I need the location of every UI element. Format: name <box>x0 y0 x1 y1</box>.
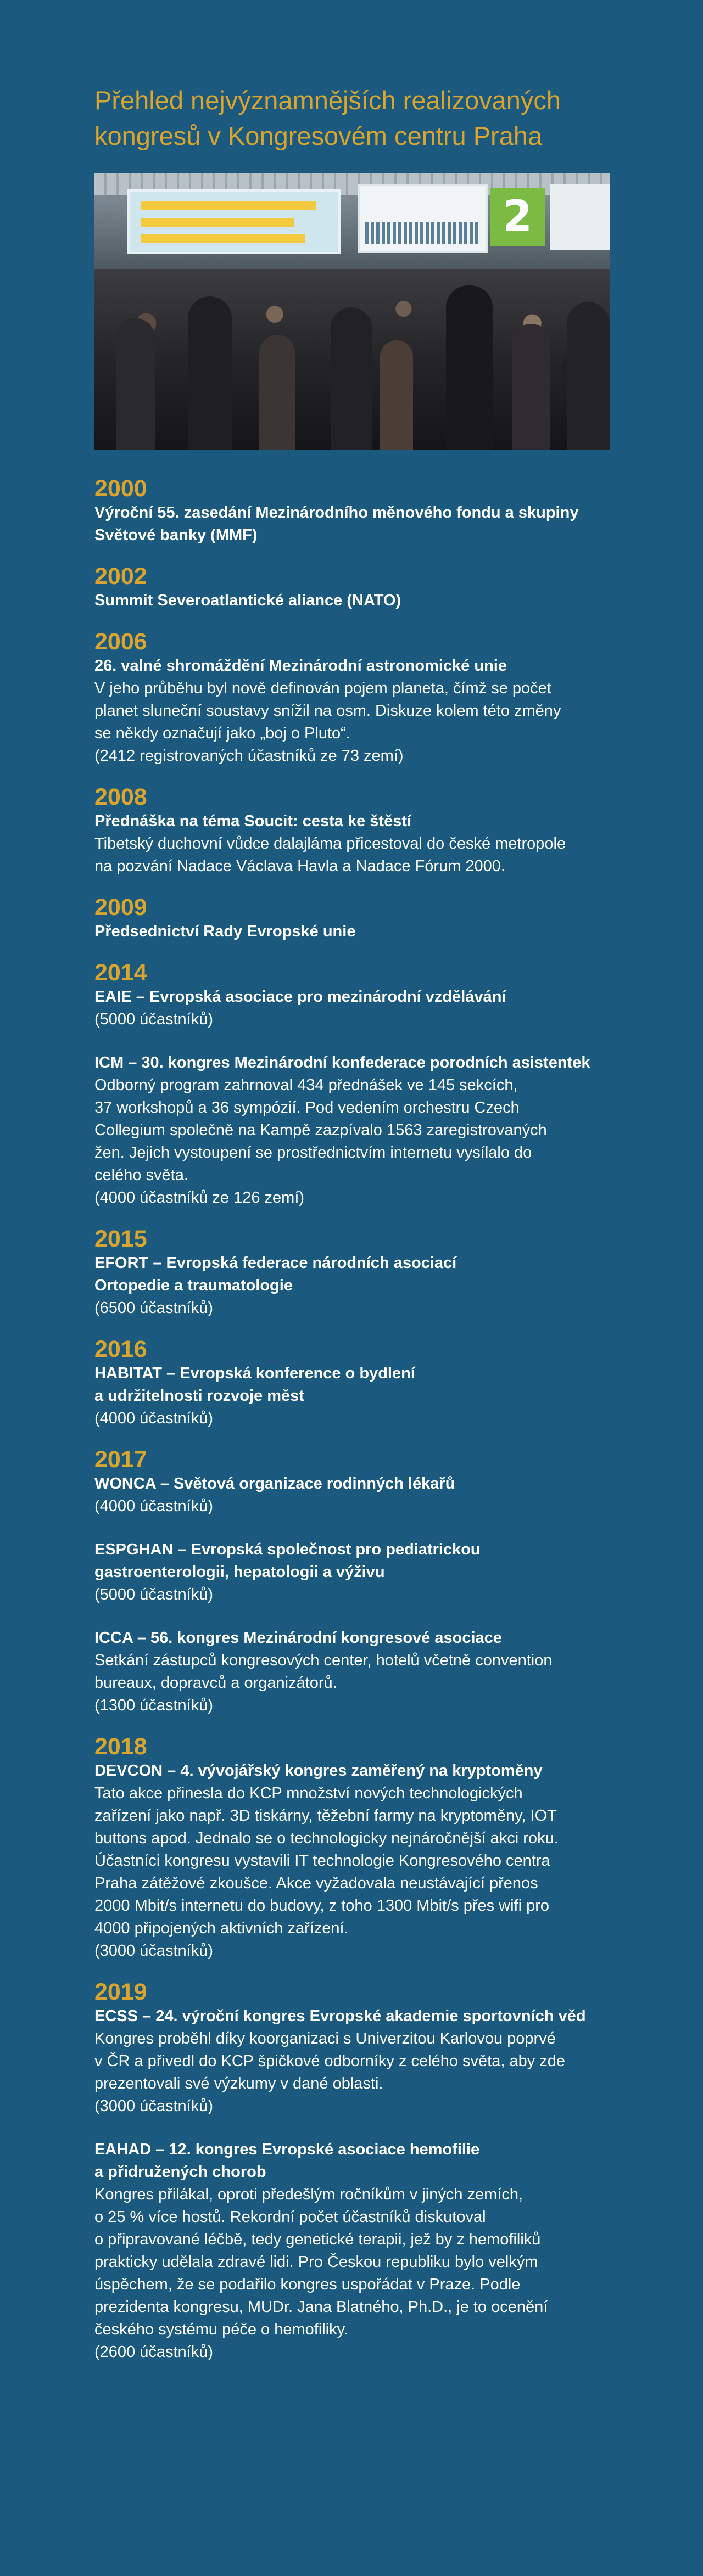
event-item <box>94 921 611 943</box>
event-title: EAIE – Evropská asociace pro mezinárodní vzdělávání <box>94 988 506 1006</box>
year-heading: 2009 <box>94 894 147 921</box>
event-title: Výroční 55. zasedání Mezinárodního měnového fondu a skupiny Světové banky (MMF) <box>94 504 579 544</box>
event-description: Kongres proběhl díky koorganizaci s Univerzitou Karlovou poprvé v ČR a přivedl do KCP špičkové odborníky z celého světa, aby zde prezentovali své výzkumy v dané oblasti. <box>94 2030 566 2092</box>
event-attendance: (4000 účastníků ze 126 zemí) <box>94 1189 305 1206</box>
event-attendance: (5000 účastníků) <box>94 1586 214 1603</box>
year-block <box>94 628 611 767</box>
hero-screen-middle <box>358 184 488 253</box>
spacer <box>94 612 611 628</box>
year-block <box>94 1979 611 2364</box>
hero-person <box>512 324 550 450</box>
hero-person <box>188 296 232 450</box>
spacer <box>94 1320 611 1336</box>
event-attendance: (2600 účastníků) <box>94 2343 214 2361</box>
event-title: EAHAD – 12. kongres Evropské asociace hemofilie a přidružených chorob <box>94 2141 480 2181</box>
event-attendance: (3000 účastníků) <box>94 1942 214 1960</box>
hero-screen-number: 2 <box>490 188 545 246</box>
event-title: ESPGHAN – Evropská společnost pro pediatrickou gastroenterologii, hepatologii a výživu <box>94 1541 481 1581</box>
year-block <box>94 894 611 943</box>
spacer <box>94 1209 611 1226</box>
content <box>94 82 611 2364</box>
hero-person <box>116 318 155 450</box>
event-title: ECSS – 24. výroční kongres Evropské akademie sportovních věd <box>94 2007 586 2025</box>
year-block <box>94 784 611 878</box>
year-heading: 2008 <box>94 784 147 810</box>
year-heading: 2002 <box>94 563 147 590</box>
event-title: 26. valné shromáždění Mezinárodní astronomické unie <box>94 657 507 675</box>
event-title: Přednáška na téma Soucit: cesta ke štěstí <box>94 812 412 830</box>
hero-screen-right <box>550 184 610 250</box>
event-title: Předsednictví Rady Evropské unie <box>94 923 356 940</box>
event-description: Setkání zástupců kongresových center, hotelů včetně convention bureaux, dopravců a organizátorů. <box>94 1652 553 1692</box>
event-item <box>94 1473 611 1518</box>
event-item <box>94 810 611 878</box>
event-title: Summit Severoatlantické aliance (NATO) <box>94 592 401 609</box>
event-item <box>94 1052 611 1209</box>
hero-screen-bar <box>141 234 305 243</box>
year-heading: 2018 <box>94 1733 147 1760</box>
spacer <box>94 1430 611 1446</box>
congress-timeline <box>94 475 611 2364</box>
year-block <box>94 1226 611 1320</box>
hero-person <box>380 340 413 450</box>
spacer <box>94 547 611 563</box>
event-title: ICCA – 56. kongres Mezinárodní kongresové asociace <box>94 1629 502 1647</box>
year-heading: 2015 <box>94 1226 147 1252</box>
spacer <box>94 1962 611 1979</box>
year-block <box>94 1446 611 1717</box>
event-item <box>94 1252 611 1320</box>
year-heading: 2014 <box>94 959 147 986</box>
spacer <box>94 767 611 784</box>
spacer <box>94 1518 611 1539</box>
hero-person <box>567 302 610 450</box>
spacer <box>94 1031 611 1052</box>
year-heading: 2000 <box>94 475 147 502</box>
page-title-line-1: Přehled nejvýznamnějších realizovaných <box>94 86 561 115</box>
event-title: EFORT – Evropská federace národních asociací Ortopedie a traumatologie <box>94 1254 457 1294</box>
hero-screen-bar <box>141 218 294 227</box>
year-heading: 2017 <box>94 1446 147 1473</box>
spacer <box>94 1717 611 1733</box>
event-attendance: (4000 účastníků) <box>94 1410 214 1427</box>
year-block <box>94 1733 611 1962</box>
event-item <box>94 986 611 1031</box>
hero-screen-left <box>127 189 341 254</box>
page-title-line-2: kongresů v Kongresovém centru Praha <box>94 121 543 150</box>
event-item <box>94 1539 611 1606</box>
event-description: Tato akce přinesla do KCP množství nových technologických zařízení jako např. 3D tiskárny, těžební farmy na kryptoměny, IOT buttons apod. Jednalo se o technologicky nejnáročnější akci roku. Účastníci kongresu vystavili IT technologie Kongresového centra Praha zátěžové zkoušce. Akce vyžadovala neustávající přenos 2000 Mbit/s internetu do budovy, z toho 1300 Mbit/s přes wifi pro 4000 připojených aktivních zařízení. <box>94 1784 559 1937</box>
year-heading: 2006 <box>94 628 147 655</box>
page-title <box>94 82 611 154</box>
event-title: HABITAT – Evropská konference o bydlení a udržitelnosti rozvoje měst <box>94 1365 415 1405</box>
event-title: ICM – 30. kongres Mezinárodní konfederace porodních asistentek <box>94 1054 590 1071</box>
year-block <box>94 563 611 612</box>
spacer <box>94 878 611 894</box>
event-item <box>94 590 611 612</box>
event-item <box>94 502 611 547</box>
event-title: DEVCON – 4. vývojářský kongres zaměřený na kryptoměny <box>94 1762 543 1780</box>
event-attendance: (5000 účastníků) <box>94 1011 214 1028</box>
event-item <box>94 1362 611 1430</box>
event-item <box>94 1627 611 1717</box>
hero-crowd <box>94 269 610 450</box>
spacer <box>94 1606 611 1627</box>
spacer <box>94 2118 611 2139</box>
event-item <box>94 2005 611 2118</box>
event-description: Odborný program zahrnoval 434 přednášek ve 145 sekcích, 37 workshopů a 36 sympózií. Pod vedením orchestru Czech Collegium společně na Kampě zazpívalo 1563 zaregistrovaných žen. Jejich vystoupení se prostřednictvím internetu vysílalo do celého světa. <box>94 1076 547 1184</box>
hero-photo <box>94 173 610 450</box>
year-heading: 2016 <box>94 1336 147 1362</box>
event-description: Kongres přilákal, oproti předešlým ročníkům v jiných zemích, o 25 % více hostů. Rekordní počet účastníků diskutoval o připravované léčbě, tedy genetické terapii, jež by z hemofiliků prakticky udělala zdravé lidi. Pro Českou republiku bylo velkým úspěchem, že se podařilo kongres uspořádat v Praze. Podle prezidenta kongresu, MUDr. Jana Blatného, Ph.D., je to ocenění českého systému péče o hemofiliky. <box>94 2186 548 2338</box>
event-description: Tibetský duchovní vůdce dalajláma přicestoval do české metropole na pozvání Nadace Václava Havla a Nadace Fórum 2000. <box>94 835 566 875</box>
event-attendance: (2412 registrovaných účastníků ze 73 zemí) <box>94 747 404 765</box>
event-title: WONCA – Světová organizace rodinných lékařů <box>94 1475 455 1492</box>
hero-person <box>446 285 493 450</box>
hero-person <box>259 335 295 450</box>
event-item <box>94 655 611 767</box>
year-heading: 2019 <box>94 1979 147 2005</box>
year-block <box>94 959 611 1209</box>
spacer <box>94 943 611 959</box>
event-item <box>94 1760 611 1962</box>
hero-screen-skyline <box>365 222 481 244</box>
hero-person <box>331 307 372 450</box>
event-item <box>94 2139 611 2364</box>
event-attendance: (1300 účastníků) <box>94 1697 214 1714</box>
hero-screen-bar <box>141 201 316 210</box>
event-attendance: (4000 účastníků) <box>94 1497 214 1515</box>
year-block <box>94 1336 611 1430</box>
event-description: V jeho průběhu byl nově definován pojem planeta, čímž se počet planet sluneční soustavy snížil na osm. Diskuze kolem této změny se někdy označují jako „boj o Pluto“. <box>94 680 561 742</box>
event-attendance: (6500 účastníků) <box>94 1299 214 1317</box>
year-block <box>94 475 611 547</box>
event-attendance: (3000 účastníků) <box>94 2097 214 2115</box>
